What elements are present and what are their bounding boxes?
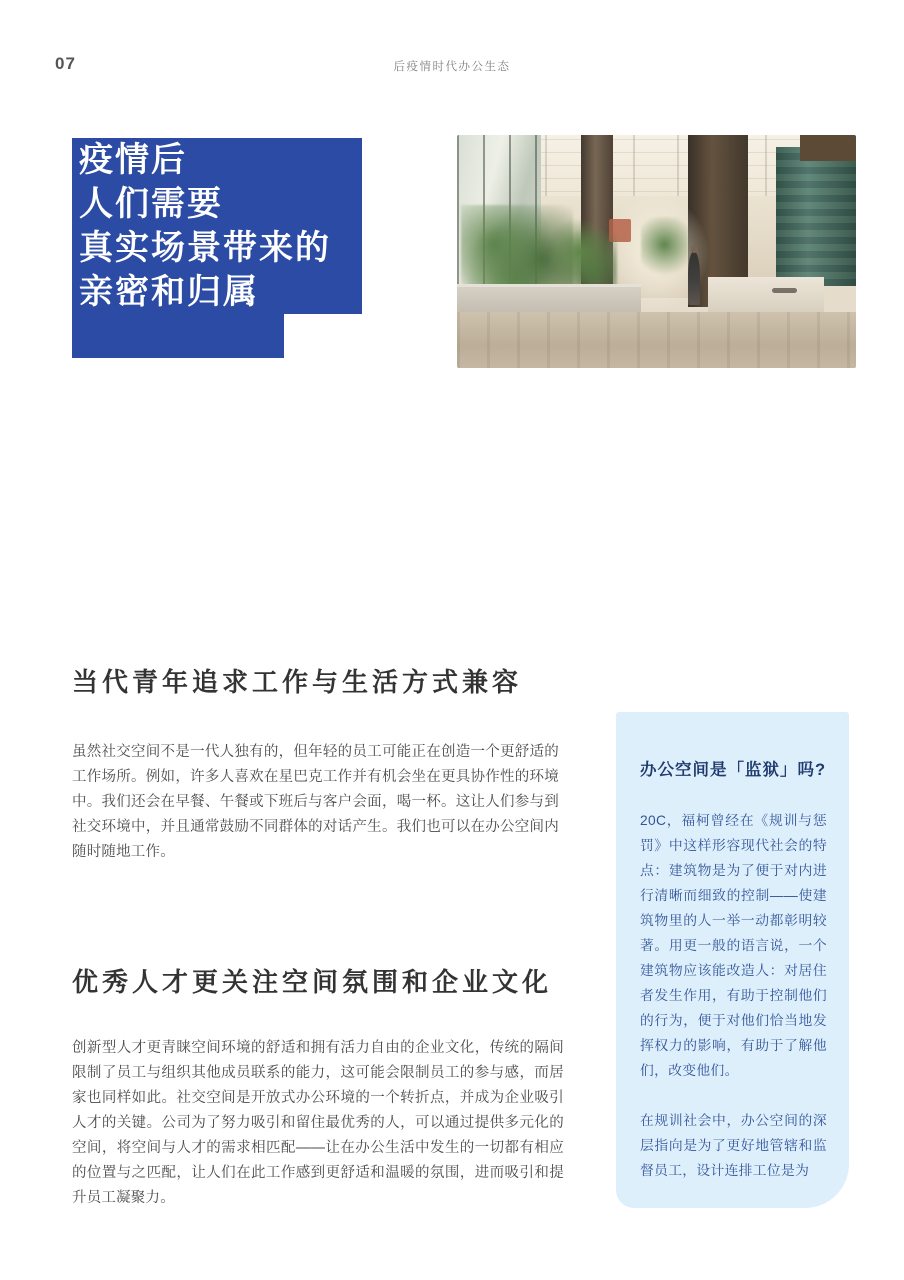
lobby-photo	[457, 135, 856, 368]
sidebar-callout-prison	[616, 712, 849, 1208]
section-youth-lifestyle	[72, 664, 559, 865]
running-header: 后疫情时代办公生态	[393, 61, 511, 73]
hero-title-accent-block	[72, 314, 284, 358]
hero-title-line-2: 人们需要	[72, 182, 362, 226]
sidebar-paragraph: 在规训社会中，办公空间的深层指向是为了更好地管辖和监督员工，设计连排工位是为	[640, 1113, 827, 1178]
section-talent-culture	[72, 964, 564, 1211]
section-heading: 优秀人才更关注空间氛围和企业文化	[72, 967, 553, 997]
sidebar-paragraph: 20C，福柯曾经在《规训与惩罚》中这样形容现代社会的特点：建筑物是为了便于对内进行清晰而细致的控制——使建筑物里的人一举一动都彰明较著。用更一般的语言说，一个建筑物应该能改造人：对居住者发生作用，有助于控制他们的行为，便于对他们恰当地发挥权力的影响，有助于了解他们，改变他们。	[640, 813, 827, 1078]
sidebar-heading: 办公空间是「监狱」吗?	[640, 761, 827, 779]
section-body: 虽然社交空间不是一代人独有的，但年轻的员工可能正在创造一个更舒适的工作场所。例如，许多人喜欢在星巴克工作并有机会坐在更具协作性的环境中。我们还会在早餐、午餐或下班后与客户会面，喝一杯。这让人们参与到社交环境中，并且通常鼓励不同群体的对话产生。我们也可以在办公空间内随时随地工作。	[72, 744, 559, 860]
hero-title-line-1: 疫情后	[72, 138, 362, 182]
photo-tone-overlay	[457, 135, 856, 368]
hero-title-line-3: 真实场景带来的	[72, 226, 362, 270]
section-heading: 当代青年追求工作与生活方式兼容	[72, 667, 523, 697]
page-number: 07	[55, 54, 76, 73]
section-body: 创新型人才更青睐空间环境的舒适和拥有活力自由的企业文化，传统的隔间限制了员工与组织其他成员联系的能力，这可能会限制员工的参与感，而居家也同样如此。社交空间是开放式办公环境的一个转折点，并成为企业吸引人才的关键。公司为了努力吸引和留住最优秀的人，可以通过提供多元化的空间，将空间与人才的需求相匹配——让在办公生活中发生的一切都有相应的位置与之匹配，让人们在此工作感到更舒适和温暖的氛围，进而吸引和提升员工凝聚力。	[72, 1040, 564, 1206]
hero-title-line-4: 亲密和归属	[72, 270, 362, 314]
hero-title	[72, 138, 362, 358]
